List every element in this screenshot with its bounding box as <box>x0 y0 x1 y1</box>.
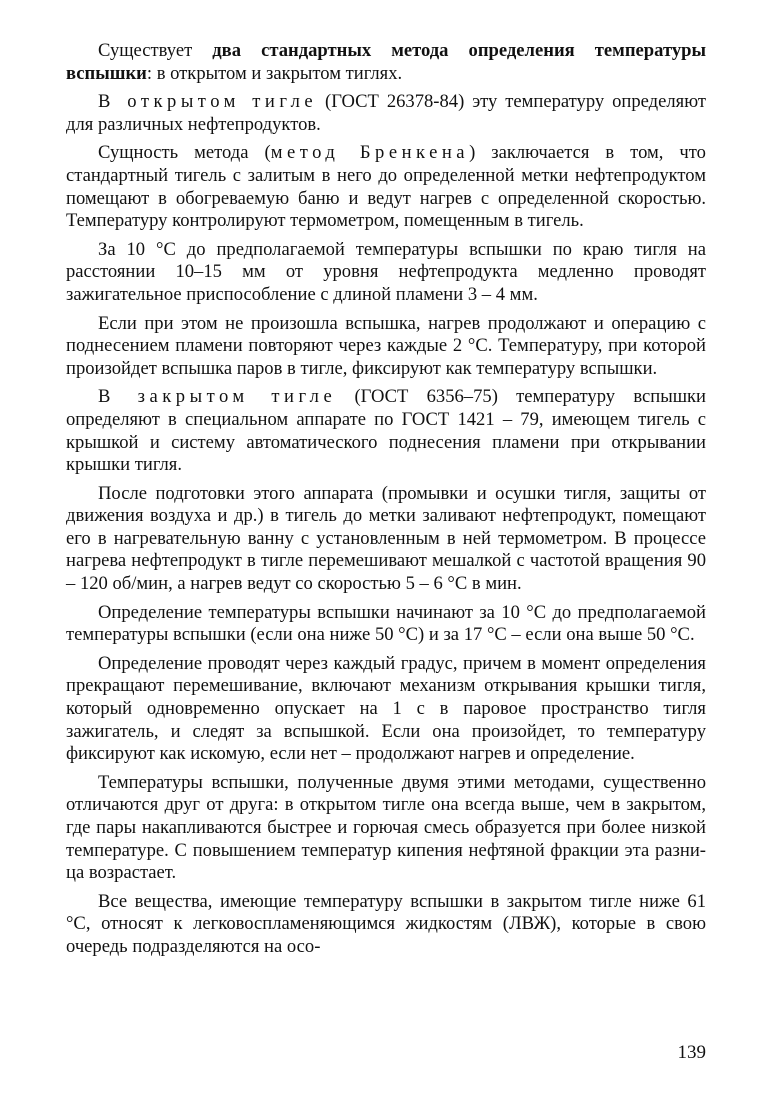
paragraph-3 <box>66 142 706 232</box>
paragraph-1-intro: Существует <box>98 40 213 61</box>
paragraph-1-bold-phrase: два стандартных метода определения температуры вспышки <box>66 40 706 84</box>
paragraph-2-spaced-term: В открытом тигле <box>98 91 318 113</box>
page-body <box>66 40 706 965</box>
paragraph-6-rest: (ГОСТ 6356–75) температуру вспышки определяют в специальном аппарате по ГОСТ 1421 – 79, имеющем тигель с крышкой и систему автоматического поднесения пламени при открывании крышки тигля. <box>66 386 707 476</box>
paragraph-2 <box>66 91 706 136</box>
paragraph-1 <box>66 40 706 85</box>
page-number: 139 <box>677 1042 706 1063</box>
paragraph-7: После подготовки этого аппарата (промывки и осушки тигля, защиты от движения воздуха и др.) в тигель до метки заливают нефтепродукт, помещают его в нагревательную ванну с установленным в ней термометром. В процессе нагрева нефтепродукт в тигле перемешивают мешалкой с частотой вращения 90 – 120 об/мин, а нагрев ведут со скоростью 5 – 6 °С в мин. <box>66 482 706 595</box>
paragraph-1-rest: : в открытом и закрытом тиглях. <box>146 62 403 84</box>
paragraph-3-rest: ) заключается в том, что стандартный тигель с залитым в него до определенной метки нефтепродуктом помещают в обогреваемую баню и ведут нагрев с определенной скоростью. Температуру контролируют термометром, помещенным в тигель. <box>66 142 706 232</box>
paragraph-10: Температуры вспышки, полученные двумя этими методами, существенно отличаются друг от друга: в открытом тигле она всегда выше, чем в закрытом, где пары накапливаются быстрее и горючая смесь образуется при более низкой температуре. С повышением температур кипения нефтяной фракции эта разница возрастает. <box>66 771 706 884</box>
paragraph-8: Определение температуры вспышки начинают за 10 °С до предполагаемой температуры вспышки (если она ниже 50 °С) и за 17 °С – если она выше 50 °С. <box>66 601 706 646</box>
paragraph-9: Определение проводят через каждый градус, причем в момент определения прекращают перемешивание, включают механизм открывания крышки тигля, который одновременно опускает на 1 с в паровое пространство тигля зажигатель, и следят за вспышкой. Если она произойдет, то температуру фиксируют как искомую, если нет – продолжают нагрев и определение. <box>66 652 706 765</box>
paragraph-5: Если при этом не произошла вспышка, нагрев продолжают и операцию с поднесением пламени повторяют через каждые 2 °С. Температуру, при которой произойдет вспышка паров в тигле, фиксируют как температуру вспышки. <box>66 312 706 379</box>
paragraph-3-spaced-term: метод Бренкена <box>270 142 470 164</box>
paragraph-6-spaced-term: В закрытом тигле <box>98 386 337 408</box>
paragraph-4: За 10 °С до предполагаемой температуры вспышки по краю тигля на расстоянии 10–15 мм от уровня нефтепродукта медленно проводят зажигательное приспособление с длиной пламени 3 – 4 мм. <box>66 238 706 305</box>
paragraph-6 <box>66 386 706 476</box>
paragraph-11: Все вещества, имеющие температуру вспышки в закрытом тигле ниже 61 °С, относят к легковоспламеняющимся жидкостям (ЛВЖ), которые в свою очередь подразделяются на осо- <box>66 890 706 957</box>
paragraph-3-intro: Сущность метода ( <box>98 142 271 164</box>
paragraph-2-rest: (ГОСТ 26378-84) эту температуру определяют для различных нефтепродуктов. <box>66 91 706 135</box>
